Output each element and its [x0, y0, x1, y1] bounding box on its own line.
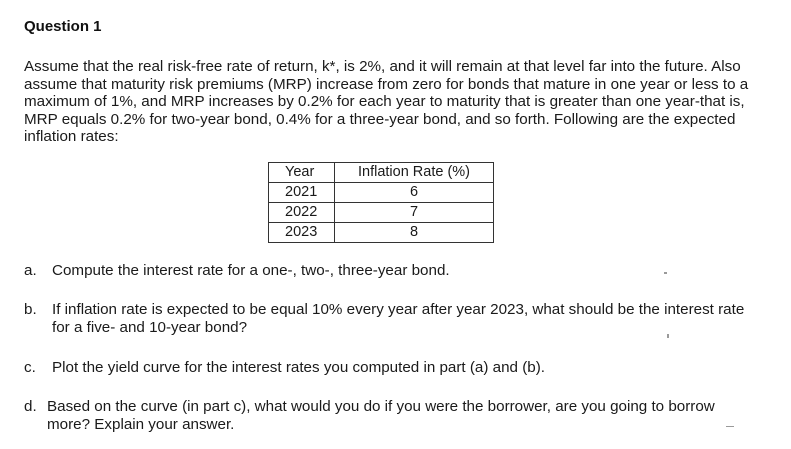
part-text: If inflation rate is expected to be equal 10% every year after year 2023, what should be the interest rate for a five- and 10-year bond?	[52, 301, 745, 336]
part-letter: b.	[24, 301, 37, 318]
table-cell-year: 2022	[269, 203, 335, 223]
table-row	[269, 203, 494, 223]
part-letter: c.	[24, 359, 36, 376]
table-header-row	[269, 163, 494, 183]
table-cell-rate: 7	[335, 203, 494, 223]
table-cell-rate: 6	[335, 183, 494, 203]
scan-speck	[726, 426, 734, 427]
table-cell-year: 2023	[269, 223, 335, 243]
part-letter: d.	[24, 398, 37, 415]
table-cell-year: 2021	[269, 183, 335, 203]
inflation-table	[268, 162, 494, 243]
part-text: Compute the interest rate for a one-, two-, three-year bond.	[52, 262, 450, 279]
intro-paragraph: Assume that the real risk-free rate of return, k*, is 2%, and it will remain at that level far into the future. Also assume that maturity risk premiums (MRP) increase from zero for bonds that mature in one year or less to a maximum of 1%, and MRP increases by 0.2% for each year to maturity that is greater than one year-that is, MRP equals 0.2% for two-year bond, 0.4% for a three-year bond, and so forth. Following are the expected inflation rates:	[24, 58, 749, 146]
question-intro	[24, 58, 764, 146]
table-cell-rate: 8	[335, 223, 494, 243]
part-letter: a.	[24, 262, 37, 279]
table-row	[269, 223, 494, 243]
column-header-year: Year	[269, 163, 335, 183]
table-row	[269, 183, 494, 203]
part-text: Plot the yield curve for the interest rates you computed in part (a) and (b).	[52, 359, 545, 376]
column-header-inflation-rate: Inflation Rate (%)	[335, 163, 494, 183]
question-title: Question 1	[24, 18, 102, 35]
scan-speck	[664, 272, 667, 274]
part-text: Based on the curve (in part c), what would you do if you were the borrower, are you going to borrow more? Explain your answer.	[47, 398, 715, 433]
scan-speck	[667, 334, 669, 338]
